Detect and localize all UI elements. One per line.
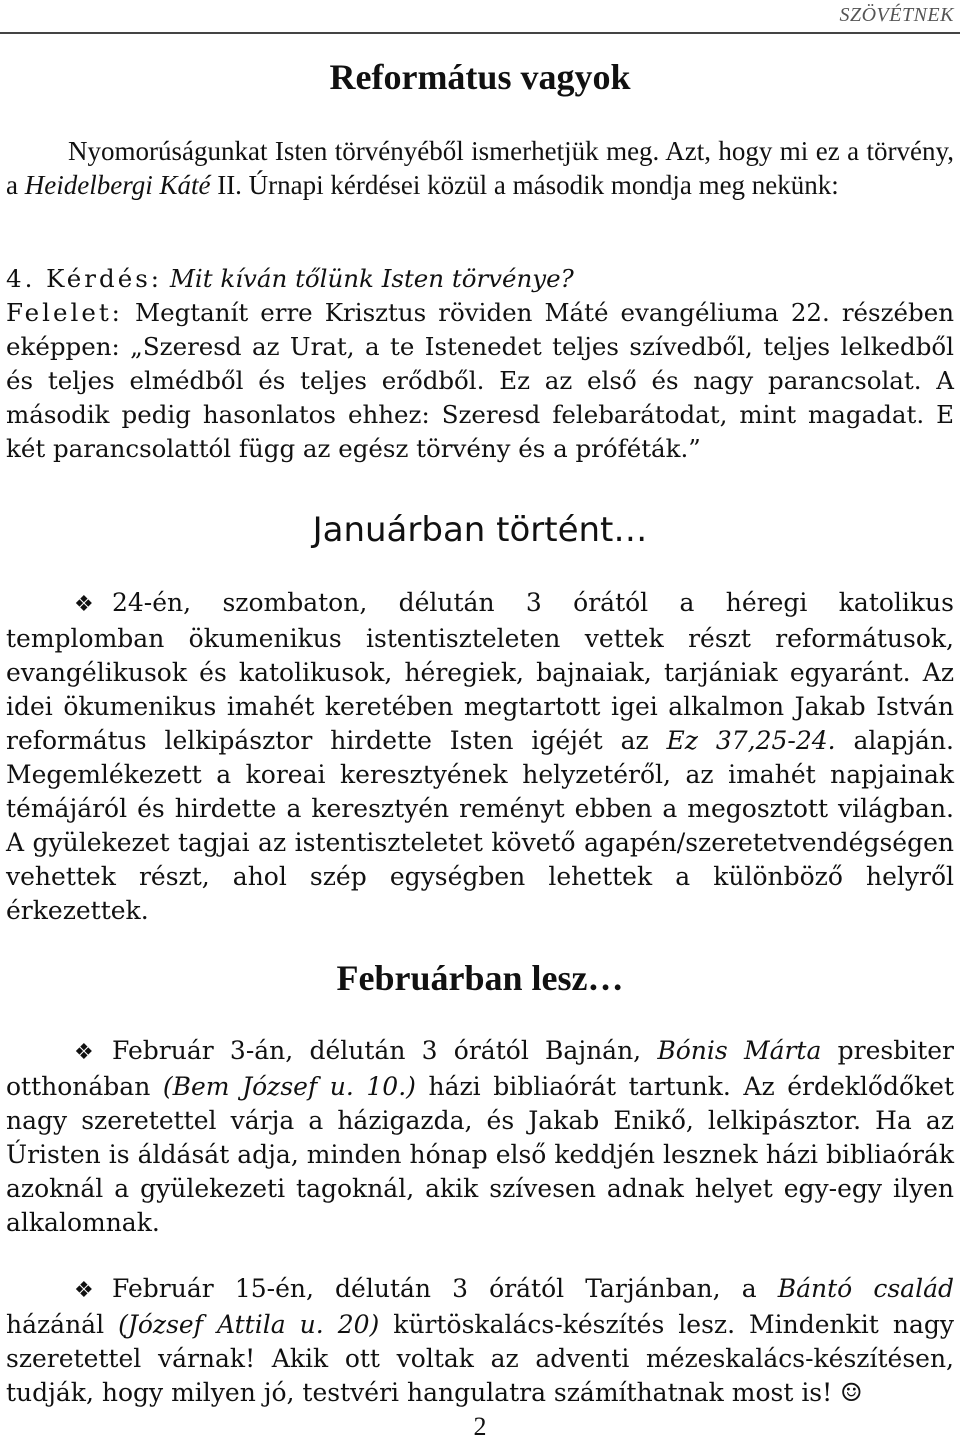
question-label: 4. Kérdés:: [6, 264, 163, 293]
intro-text-2: II. Úrnapi kérdései közül a második mondja meg nekünk:: [210, 170, 839, 200]
header-rule: [0, 32, 960, 34]
page-number: 2: [473, 1412, 487, 1441]
february-event-1: [6, 1034, 954, 1240]
event2-text-2: házánál: [6, 1310, 119, 1339]
event1-text-2: presbiter otthonában: [6, 1036, 954, 1101]
intro-book-title: Heidelbergi Káté: [24, 170, 211, 200]
diamond-bullet-icon: ❖: [74, 1278, 94, 1303]
catechism-block: [6, 262, 954, 466]
january-text-2: alapján. Megemlékezett a koreai keresztyének helyzetéről, az imahét napjainak témájáról és hirdette a keresztyén reményt ebben a megosztott világban. A gyülekezet tagjai az istentiszteletet követő agapén/szeretetvendégségen vehettek részt, ahol szép egységben lehettek a különböző helyről érkezettek.: [6, 726, 954, 925]
section-heading-february: Februárban lesz…: [336, 958, 624, 998]
question-text: Mit kíván tőlünk Isten törvénye?: [162, 264, 574, 293]
january-text-1: 24-én, szombaton, délután 3 órától a héregi katolikus templomban ökumenikus istentiszteleten vettek részt reformátusok, evangélikusok és katolikusok, héregiek, bajnaiak, tarjániak egyaránt. Az idei ökumenikus imahét keretében megtartott igei alkalmon Jakab István református lelkipásztor hirdette Isten igéjét az: [6, 588, 954, 755]
page-title: Református vagyok: [329, 57, 631, 97]
event1-address: (Bem József u. 10.): [162, 1072, 416, 1101]
event2-address: (József Attila u. 20): [118, 1310, 380, 1339]
event1-text-1: Február 3-án, délután 3 órától Bajnán,: [112, 1036, 658, 1065]
february-event-2: [6, 1272, 954, 1410]
running-header: SZÖVÉTNEK: [839, 4, 954, 26]
event2-text-1: Február 15-én, délután 3 órától Tarjánban, a: [112, 1274, 778, 1303]
diamond-bullet-icon: ❖: [74, 1040, 94, 1065]
event1-text-3: házi bibliaórát tartunk. Az érdeklődőket nagy szeretettel várja a házigazda, és Jakab Enikő, lelkipásztor. Ha az Úristen is áldását adja, minden hónap első keddjén lesznek házi bibliaórák azoknál a gyülekezeti tagoknál, akik szívesen adnak helyet egy-egy ilyen alkalomnak.: [6, 1072, 955, 1237]
answer-label: Felelet:: [6, 298, 123, 327]
intro-text-1: Nyomorúságunkat Isten törvényéből ismerhetjük meg. Azt, hogy mi ez a törvény, a: [6, 136, 954, 200]
scripture-reference: Ez 37,25-24.: [666, 726, 836, 755]
event2-text-3: kürtöskalács-készítés lesz. Mindenkit nagy szeretettel várnak! Akik ott voltak az adventi mézeskalács-készítésen, tudják, hogy milyen jó, testvéri hangulatra számíthatnak most is! ☺: [6, 1310, 955, 1407]
january-event: [6, 586, 954, 928]
intro-paragraph: [6, 134, 954, 202]
event1-host-name: Bónis Márta: [657, 1036, 822, 1065]
section-heading-january: Januárban történt…: [312, 510, 648, 550]
event2-host-name: Bántó család: [777, 1274, 954, 1303]
diamond-bullet-icon: ❖: [74, 592, 94, 617]
answer-text: Megtanít erre Krisztus röviden Máté evangéliuma 22. részében eképpen: „Szeresd az Urat, a te Istenedet teljes szívedből, teljes lelkedből és teljes elmédből és teljes erődből. Ez az első és nagy parancsolat. A második pedig hasonlatos ehhez: Szeresd felebarátodat, mint magadat. E két parancsolattól függ az egész törvény és a próféták.”: [6, 298, 954, 463]
